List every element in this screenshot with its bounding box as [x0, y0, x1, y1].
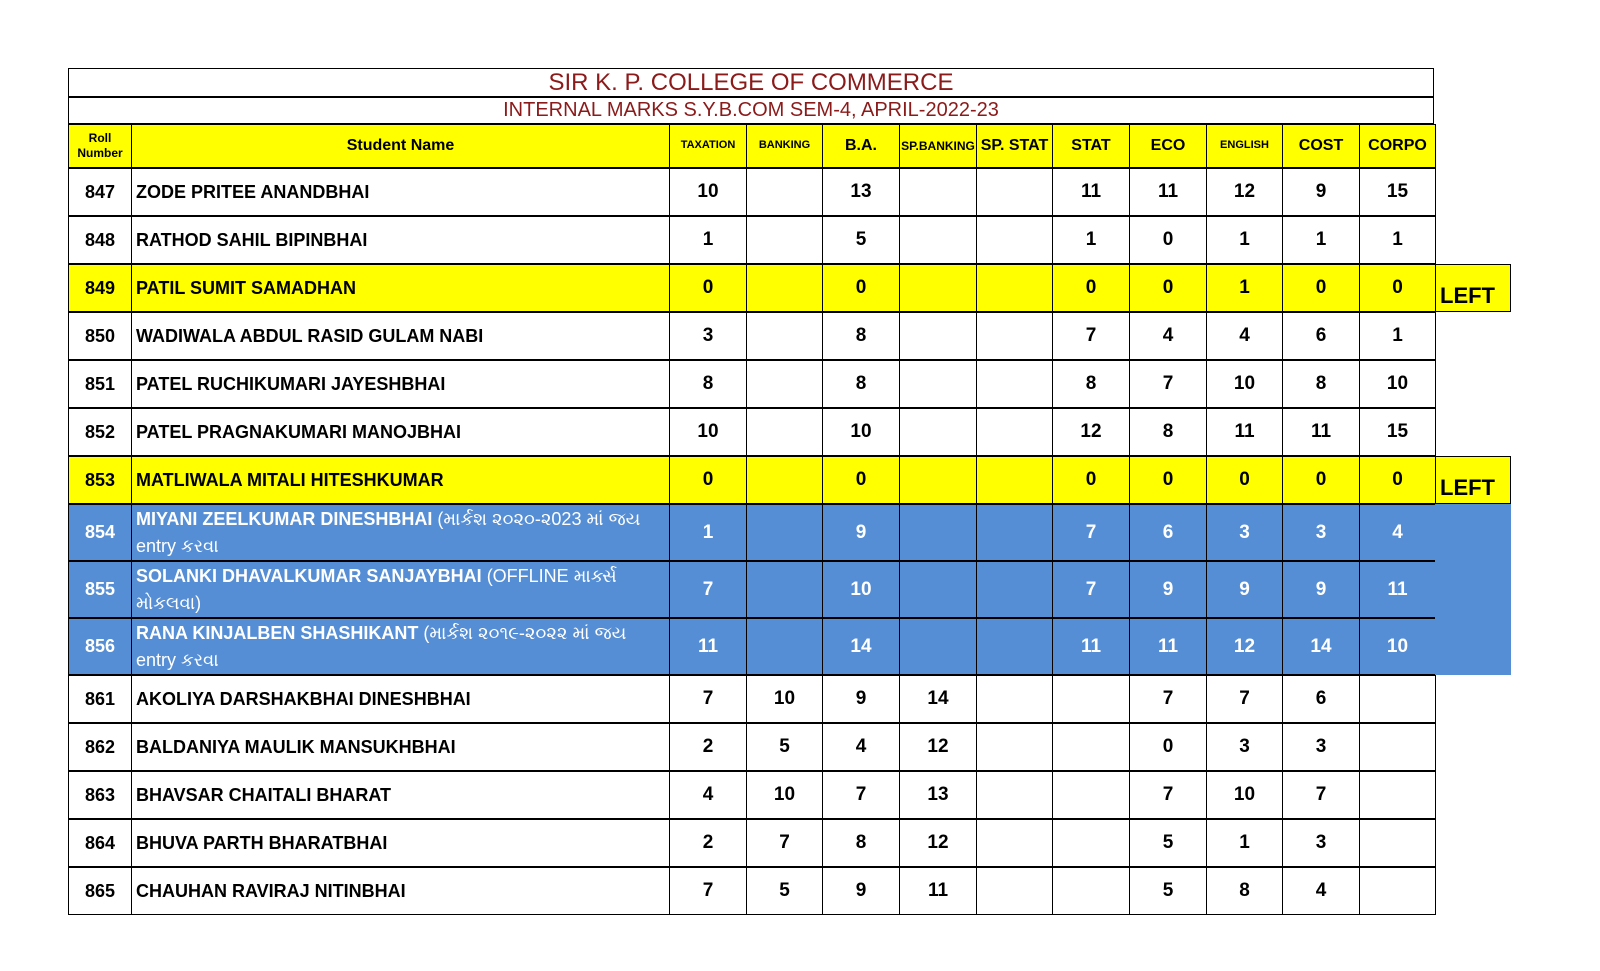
- mark-cell: 0: [1129, 456, 1207, 504]
- remark-cell: LEFT: [1435, 456, 1511, 504]
- header-subject-ba: B.A.: [822, 124, 900, 168]
- student-name: PATEL RUCHIKUMARI JAYESHBHAI: [136, 373, 446, 394]
- mark-cell: [899, 360, 977, 408]
- roll-number-cell: 847: [68, 168, 132, 216]
- header-roll-number: Roll Number: [68, 124, 132, 168]
- mark-cell: [899, 561, 977, 618]
- header-subject-english: ENGLISH: [1206, 124, 1283, 168]
- mark-cell: 10: [669, 168, 747, 216]
- mark-cell: 15: [1359, 168, 1436, 216]
- mark-cell: 13: [899, 771, 977, 819]
- mark-cell: [976, 675, 1053, 723]
- mark-cell: 4: [1282, 867, 1360, 915]
- mark-cell: [746, 264, 823, 312]
- mark-cell: 4: [822, 723, 900, 771]
- mark-cell: 0: [1052, 456, 1130, 504]
- student-name-cell: [131, 504, 670, 561]
- mark-cell: [1052, 675, 1130, 723]
- mark-cell: 0: [669, 456, 747, 504]
- mark-cell: 6: [1282, 312, 1360, 360]
- mark-cell: [899, 216, 977, 264]
- mark-cell: 0: [1129, 723, 1207, 771]
- mark-cell: 14: [899, 675, 977, 723]
- mark-cell: 0: [822, 264, 900, 312]
- mark-cell: [1052, 771, 1130, 819]
- mark-cell: 11: [899, 867, 977, 915]
- student-name: CHAUHAN RAVIRAJ NITINBHAI: [136, 880, 406, 901]
- student-name-cell: [131, 456, 670, 504]
- student-name-cell: [131, 618, 670, 675]
- roll-number-cell: 854: [68, 504, 132, 561]
- mark-cell: 11: [669, 618, 747, 675]
- mark-cell: 10: [1206, 360, 1283, 408]
- mark-cell: [976, 504, 1053, 561]
- mark-cell: 5: [746, 867, 823, 915]
- mark-cell: [899, 456, 977, 504]
- mark-cell: 5: [822, 216, 900, 264]
- mark-cell: 7: [669, 675, 747, 723]
- mark-cell: 4: [1129, 312, 1207, 360]
- college-title: SIR K. P. COLLEGE OF COMMERCE: [68, 68, 1434, 98]
- mark-cell: [976, 360, 1053, 408]
- mark-cell: 0: [1359, 264, 1436, 312]
- student-name: SOLANKI DHAVALKUMAR SANJAYBHAI: [136, 565, 482, 586]
- roll-number-cell: 856: [68, 618, 132, 675]
- mark-cell: 6: [1282, 675, 1360, 723]
- mark-cell: [746, 561, 823, 618]
- mark-cell: 9: [1282, 168, 1360, 216]
- student-name: AKOLIYA DARSHAKBHAI DINESHBHAI: [136, 688, 471, 709]
- mark-cell: 8: [822, 819, 900, 867]
- mark-cell: 11: [1129, 168, 1207, 216]
- mark-cell: 10: [1359, 360, 1436, 408]
- mark-cell: 12: [899, 819, 977, 867]
- student-name-cell: [131, 168, 670, 216]
- header-subject-cost: COST: [1282, 124, 1360, 168]
- student-note: (માર્કશ ૨૦૧૯-૨૦૨૨ માં જય entry કરવા: [136, 622, 627, 670]
- mark-cell: 8: [1206, 867, 1283, 915]
- roll-number-cell: 863: [68, 771, 132, 819]
- student-note: (OFFLINE માર્ક્સ મોકલવા): [136, 565, 617, 613]
- remark-cell: LEFT: [1435, 264, 1511, 312]
- mark-cell: 9: [822, 675, 900, 723]
- mark-cell: 1: [1206, 216, 1283, 264]
- mark-cell: [976, 312, 1053, 360]
- student-name: WADIWALA ABDUL RASID GULAM NABI: [136, 325, 484, 346]
- mark-cell: 3: [1282, 504, 1360, 561]
- mark-cell: [899, 408, 977, 456]
- student-name-cell: [131, 771, 670, 819]
- mark-cell: [976, 264, 1053, 312]
- mark-cell: 11: [1129, 618, 1207, 675]
- mark-cell: 7: [1129, 675, 1207, 723]
- student-name-cell: [131, 561, 670, 618]
- mark-cell: 0: [1282, 264, 1360, 312]
- mark-cell: [976, 771, 1053, 819]
- mark-cell: 7: [669, 867, 747, 915]
- mark-cell: [1359, 867, 1436, 915]
- mark-cell: 11: [1206, 408, 1283, 456]
- roll-number-cell: 853: [68, 456, 132, 504]
- mark-cell: 13: [822, 168, 900, 216]
- mark-cell: 8: [822, 312, 900, 360]
- remark-cell: [1435, 561, 1511, 618]
- mark-cell: [899, 618, 977, 675]
- mark-cell: 9: [822, 504, 900, 561]
- header-subject-taxation: TAXATION: [669, 124, 747, 168]
- mark-cell: 10: [1359, 618, 1436, 675]
- header-subject-banking: BANKING: [746, 124, 823, 168]
- mark-cell: 10: [1206, 771, 1283, 819]
- header-subject-spbanking: SP.BANKING: [899, 124, 977, 168]
- header-student-name: Student Name: [131, 124, 670, 168]
- mark-cell: 7: [1206, 675, 1283, 723]
- mark-cell: [1359, 675, 1436, 723]
- mark-cell: [976, 561, 1053, 618]
- remark-cell: [1435, 618, 1511, 675]
- mark-cell: [976, 819, 1053, 867]
- roll-number-cell: 865: [68, 867, 132, 915]
- mark-cell: 1: [669, 216, 747, 264]
- roll-number-cell: 849: [68, 264, 132, 312]
- sheet-subtitle: INTERNAL MARKS S.Y.B.COM SEM-4, APRIL-2022-23: [68, 96, 1434, 124]
- mark-cell: 5: [1129, 867, 1207, 915]
- mark-cell: 12: [1052, 408, 1130, 456]
- mark-cell: [746, 456, 823, 504]
- mark-cell: [746, 618, 823, 675]
- remark-cell: [1435, 504, 1511, 561]
- mark-cell: [1052, 867, 1130, 915]
- student-name-cell: [131, 360, 670, 408]
- student-note: (માર્કશ ૨૦૨૦-૨023 માં જય entry કરવા: [136, 508, 641, 556]
- mark-cell: 14: [822, 618, 900, 675]
- mark-cell: 3: [1282, 819, 1360, 867]
- mark-cell: 1: [669, 504, 747, 561]
- header-subject-corpo: CORPO: [1359, 124, 1436, 168]
- mark-cell: [976, 723, 1053, 771]
- mark-cell: 7: [1052, 561, 1130, 618]
- mark-cell: 8: [1129, 408, 1207, 456]
- mark-cell: 0: [1282, 456, 1360, 504]
- mark-cell: [1359, 819, 1436, 867]
- header-subject-stat: STAT: [1052, 124, 1130, 168]
- mark-cell: [746, 504, 823, 561]
- mark-cell: [976, 168, 1053, 216]
- student-name: RATHOD SAHIL BIPINBHAI: [136, 229, 368, 250]
- mark-cell: 0: [669, 264, 747, 312]
- mark-cell: 7: [1052, 504, 1130, 561]
- mark-cell: 8: [1282, 360, 1360, 408]
- mark-cell: [899, 168, 977, 216]
- header-subject-spstat: SP. STAT: [976, 124, 1053, 168]
- roll-number-cell: 852: [68, 408, 132, 456]
- mark-cell: 6: [1129, 504, 1207, 561]
- mark-cell: 7: [822, 771, 900, 819]
- student-name-cell: [131, 867, 670, 915]
- mark-cell: 5: [1129, 819, 1207, 867]
- mark-cell: 12: [899, 723, 977, 771]
- mark-cell: [976, 408, 1053, 456]
- mark-cell: 7: [669, 561, 747, 618]
- mark-cell: 1: [1282, 216, 1360, 264]
- roll-number-cell: 850: [68, 312, 132, 360]
- mark-cell: 8: [822, 360, 900, 408]
- student-name: ZODE PRITEE ANANDBHAI: [136, 181, 370, 202]
- mark-cell: 10: [822, 561, 900, 618]
- mark-cell: 0: [1052, 264, 1130, 312]
- student-name: PATIL SUMIT SAMADHAN: [136, 277, 356, 298]
- mark-cell: [899, 312, 977, 360]
- mark-cell: 5: [746, 723, 823, 771]
- mark-cell: 12: [1206, 168, 1283, 216]
- mark-cell: 7: [746, 819, 823, 867]
- student-name: BHUVA PARTH BHARATBHAI: [136, 832, 388, 853]
- mark-cell: [899, 264, 977, 312]
- mark-cell: 7: [1129, 360, 1207, 408]
- mark-cell: 14: [1282, 618, 1360, 675]
- mark-cell: [746, 216, 823, 264]
- mark-cell: [1359, 771, 1436, 819]
- student-name: MIYANI ZEELKUMAR DINESHBHAI: [136, 508, 433, 529]
- mark-cell: 10: [746, 771, 823, 819]
- roll-number-cell: 851: [68, 360, 132, 408]
- mark-cell: 0: [1129, 264, 1207, 312]
- mark-cell: 7: [1052, 312, 1130, 360]
- mark-cell: 1: [1206, 264, 1283, 312]
- student-name-cell: [131, 675, 670, 723]
- mark-cell: 11: [1359, 561, 1436, 618]
- mark-cell: [899, 504, 977, 561]
- mark-cell: 9: [822, 867, 900, 915]
- mark-cell: 8: [1052, 360, 1130, 408]
- mark-cell: 3: [1206, 504, 1283, 561]
- mark-cell: 11: [1052, 618, 1130, 675]
- student-name-cell: [131, 312, 670, 360]
- mark-cell: 15: [1359, 408, 1436, 456]
- mark-cell: [1359, 723, 1436, 771]
- mark-cell: 11: [1282, 408, 1360, 456]
- mark-cell: 0: [822, 456, 900, 504]
- mark-cell: [746, 312, 823, 360]
- mark-cell: 1: [1359, 216, 1436, 264]
- student-name-cell: [131, 216, 670, 264]
- mark-cell: [976, 867, 1053, 915]
- mark-cell: 10: [746, 675, 823, 723]
- student-name: PATEL PRAGNAKUMARI MANOJBHAI: [136, 421, 462, 442]
- mark-cell: 3: [1282, 723, 1360, 771]
- mark-cell: 7: [1282, 771, 1360, 819]
- mark-cell: 10: [822, 408, 900, 456]
- mark-cell: 3: [669, 312, 747, 360]
- student-name-cell: [131, 264, 670, 312]
- mark-cell: [746, 168, 823, 216]
- mark-cell: [1052, 723, 1130, 771]
- header-subject-eco: ECO: [1129, 124, 1207, 168]
- mark-cell: 9: [1129, 561, 1207, 618]
- mark-cell: 0: [1359, 456, 1436, 504]
- mark-cell: 0: [1206, 456, 1283, 504]
- mark-cell: 3: [1206, 723, 1283, 771]
- mark-cell: 0: [1129, 216, 1207, 264]
- student-name: BALDANIYA MAULIK MANSUKHBHAI: [136, 736, 456, 757]
- roll-number-cell: 855: [68, 561, 132, 618]
- mark-cell: 9: [1282, 561, 1360, 618]
- mark-cell: [976, 618, 1053, 675]
- mark-cell: [1052, 819, 1130, 867]
- mark-cell: 2: [669, 819, 747, 867]
- student-name: BHAVSAR CHAITALI BHARAT: [136, 784, 391, 805]
- roll-number-cell: 861: [68, 675, 132, 723]
- mark-cell: [746, 408, 823, 456]
- mark-cell: [976, 216, 1053, 264]
- mark-cell: 4: [1359, 504, 1436, 561]
- student-name-cell: [131, 723, 670, 771]
- mark-cell: 7: [1129, 771, 1207, 819]
- student-name: RANA KINJALBEN SHASHIKANT: [136, 622, 419, 643]
- mark-cell: 12: [1206, 618, 1283, 675]
- mark-cell: [746, 360, 823, 408]
- roll-number-cell: 864: [68, 819, 132, 867]
- mark-cell: 9: [1206, 561, 1283, 618]
- mark-cell: 4: [1206, 312, 1283, 360]
- mark-cell: 8: [669, 360, 747, 408]
- mark-cell: 1: [1206, 819, 1283, 867]
- mark-cell: 1: [1359, 312, 1436, 360]
- mark-cell: [976, 456, 1053, 504]
- student-name: MATLIWALA MITALI HITESHKUMAR: [136, 469, 444, 490]
- mark-cell: 1: [1052, 216, 1130, 264]
- mark-cell: 4: [669, 771, 747, 819]
- mark-cell: 11: [1052, 168, 1130, 216]
- student-name-cell: [131, 408, 670, 456]
- mark-cell: 2: [669, 723, 747, 771]
- student-name-cell: [131, 819, 670, 867]
- roll-number-cell: 848: [68, 216, 132, 264]
- mark-cell: 10: [669, 408, 747, 456]
- roll-number-cell: 862: [68, 723, 132, 771]
